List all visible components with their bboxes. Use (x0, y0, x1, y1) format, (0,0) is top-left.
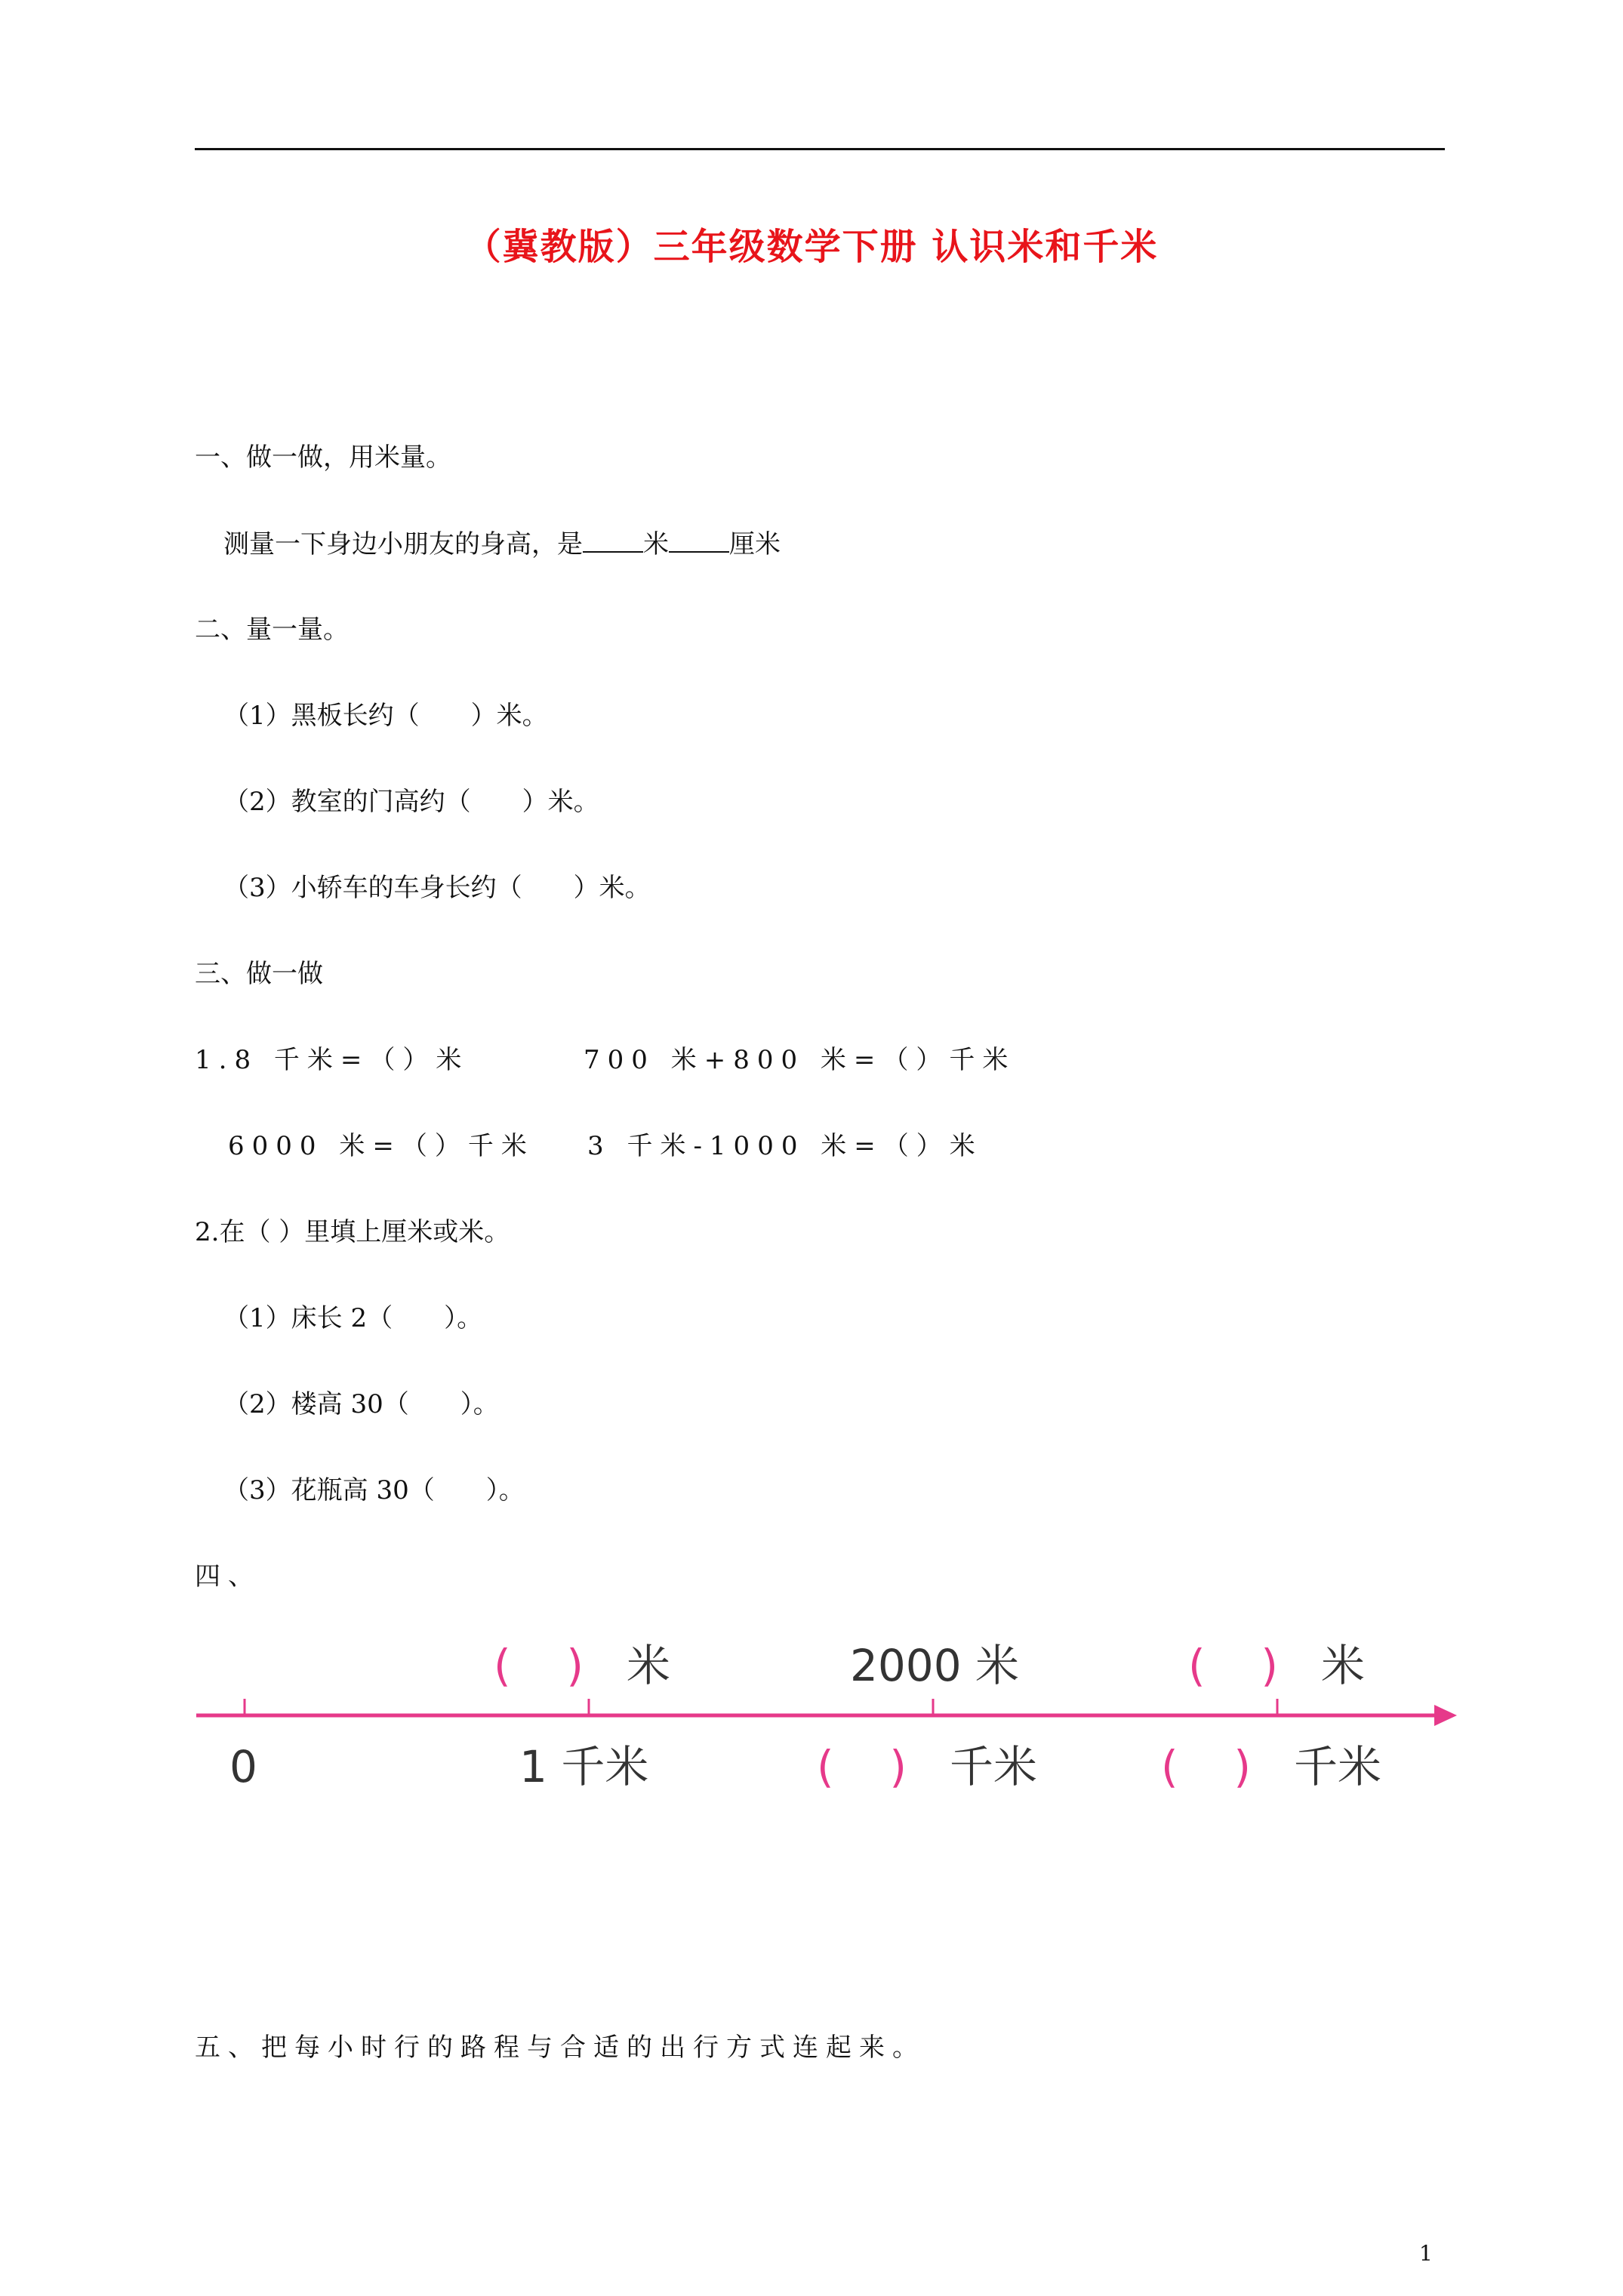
section-2-item-2: （2）教室的门高约（ ）米。 (223, 787, 599, 817)
page-title: （冀教版）三年级数学下册 认识米和千米 (464, 226, 1159, 268)
bottom-label-4-unit: 千米 (1294, 1741, 1382, 1792)
bottom-label-3-paren: ( ) (817, 1741, 907, 1792)
unit-item-1: （1）床长 2（ ）。 (223, 1303, 483, 1333)
unit-centimeter: 厘米 (729, 529, 781, 559)
bottom-label-4-paren: ( ) (1161, 1741, 1252, 1792)
number-line-arrow (1434, 1705, 1457, 1726)
conversion-1: 1.8 千米=（）米 (195, 1045, 470, 1075)
header-rule (195, 148, 1445, 150)
number-line-diagram (181, 1616, 1480, 1812)
bottom-label-1: 0 (229, 1741, 257, 1792)
unit-item-3: （3）花瓶高 30（ ）。 (223, 1475, 525, 1505)
section-3-sub2-heading: 2.在（ ）里填上厘米或米。 (195, 1217, 510, 1247)
bottom-label-2: 1 千米 (519, 1741, 649, 1792)
unit-meter: 米 (643, 529, 669, 559)
section-2-item-1: （1）黑板长约（ ）米。 (223, 701, 548, 731)
top-label-3-paren: ( ) (1188, 1640, 1279, 1691)
top-label-1-unit: 米 (627, 1640, 671, 1691)
conversion-3: 6000 米=（）千米 (228, 1131, 534, 1161)
page-number: 1 (1419, 2241, 1433, 2266)
blank-meters[interactable] (583, 530, 643, 553)
unit-item-2: （2）楼高 30（ ）。 (223, 1389, 499, 1419)
blank-centimeters[interactable] (669, 530, 729, 553)
section-5-heading: 五、把每小时行的路程与合适的出行方式连起来。 (195, 2032, 925, 2063)
top-label-3-unit: 米 (1321, 1640, 1366, 1691)
conversion-4: 3 千米-1000 米=（）米 (587, 1131, 983, 1161)
bottom-label-3-unit: 千米 (950, 1741, 1038, 1792)
top-label-1-paren: ( ) (494, 1640, 584, 1691)
section-2-heading: 二、量一量。 (195, 615, 349, 645)
section-1-question (223, 523, 781, 560)
section-1-heading: 一、做一做，用米量。 (195, 442, 451, 473)
top-label-2: 2000 米 (850, 1640, 1020, 1691)
section-3-heading: 三、做一做 (195, 959, 323, 989)
section-4-heading: 四、 (195, 1561, 261, 1592)
question-text: 测量一下身边小朋友的身高，是 (223, 529, 583, 559)
section-2-item-3: （3）小轿车的车身长约（ ）米。 (223, 873, 651, 903)
conversion-2: 700 米+800 米=（）千米 (584, 1045, 1016, 1075)
